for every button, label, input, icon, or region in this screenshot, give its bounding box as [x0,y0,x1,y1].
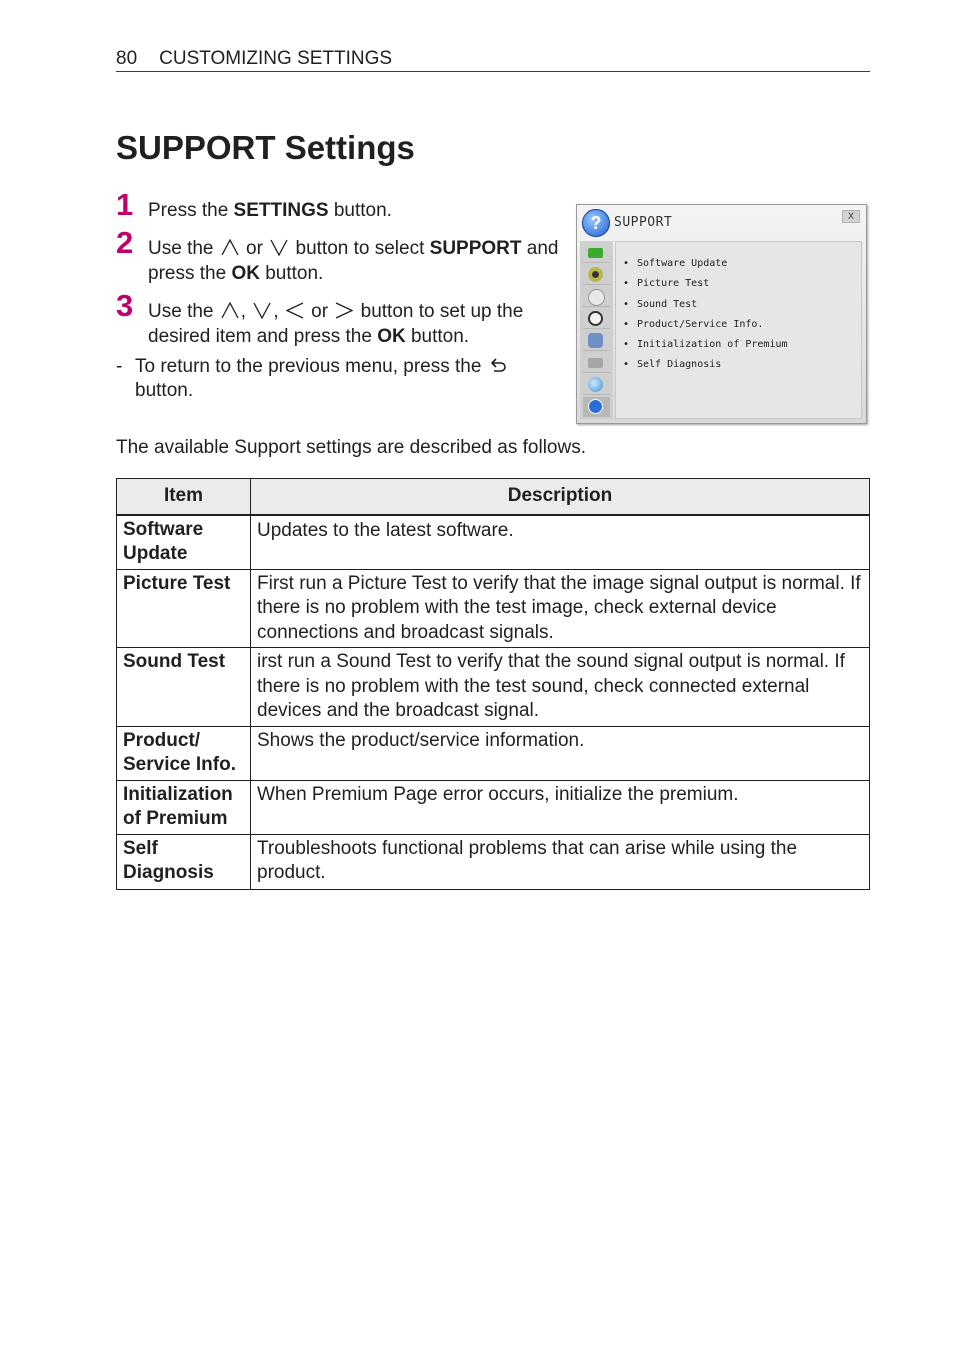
menu-item-self-diagnosis[interactable] [623,357,788,377]
note-text [135,355,509,379]
text: or [240,238,269,259]
intro-text: The available Support settings are described as follows. [116,437,586,458]
item-cell: Picture Test [117,569,251,648]
right-arrow-icon [335,302,353,319]
sound-category-icon[interactable] [583,265,610,285]
time-category-icon[interactable] [583,309,610,329]
item-cell: Self Diagnosis [117,834,251,889]
picture-category-icon[interactable] [583,243,610,263]
down-arrow-icon [253,302,271,319]
support-label: SUPPORT [429,238,522,259]
support-menu-screenshot [576,204,867,424]
menu-item-label: Sound Test [637,298,698,310]
menu-item-picture-test[interactable] [623,276,788,296]
left-arrow-icon [286,302,304,319]
text: , [273,301,284,322]
page-header [116,47,870,72]
text: , [240,301,252,322]
text: press the [148,263,232,284]
step-text [148,236,558,261]
menu-item-label: Self Diagnosis [637,359,722,371]
table-row [117,780,870,834]
menu-item-software-update[interactable] [623,256,788,276]
channel-category-icon[interactable] [583,287,610,307]
text: desired item and press the [148,326,378,347]
item-cell: Sound Test [117,648,251,727]
text: button. [405,326,470,347]
text: Use the [148,301,219,322]
close-icon[interactable]: X [842,210,860,223]
bullet: • [623,318,630,330]
ok-label: OK [377,326,406,347]
dash: - [116,356,123,377]
menu-item-product-service-info[interactable] [623,317,788,337]
description-cell: irst run a Sound Test to verify that the sound signal output is normal. If there is no problem with the test sound, check connected external devices and the broadcast signal. [251,648,870,727]
settings-button-label: SETTINGS [233,200,329,221]
table-row [117,834,870,889]
support-settings-table [116,478,870,890]
text: To return to the previous menu, press the [135,356,487,377]
item-cell: Product/ Service Info. [117,726,251,780]
step-number: 3 [116,288,134,323]
option-category-icon[interactable] [583,353,610,373]
page-title: SUPPORT Settings [116,129,415,166]
bullet: • [623,278,630,290]
item-cell: Software Update [117,515,251,570]
menu-item-label: Initialization of Premium [637,339,788,351]
bullet: • [623,258,630,269]
text: button. [259,263,324,284]
step-text-line2 [148,324,469,349]
step-number: 1 [116,187,134,222]
column-header-item: Item [117,479,251,515]
table-row [117,648,870,727]
table-row [117,515,870,570]
description-cell: First run a Picture Test to verify that the image signal output is normal. If there is no problem with the test image, check external device connections and broadcast signals. [251,569,870,648]
table-header-row [117,479,870,515]
text: and [521,238,559,259]
ok-label: OK [231,263,260,284]
column-header-description: Description [251,479,870,515]
network-category-icon[interactable] [583,375,610,395]
menu-item-initialization-of-premium[interactable] [623,337,788,357]
description-cell: When Premium Page error occurs, initialize the premium. [251,780,870,834]
up-arrow-icon [221,239,239,256]
text: or [305,301,334,322]
description-cell: Updates to the latest software. [251,515,870,570]
bullet: • [623,359,630,371]
text: button to set up the [355,301,524,322]
question-icon: ? [582,209,610,237]
step-text-line2 [148,261,323,286]
menu-title: SUPPORT [614,215,673,230]
page-number: 80 [116,48,138,69]
text: Use the [148,238,219,259]
item-cell: Initialization of Premium [117,780,251,834]
note-text-line2: button. [135,380,194,401]
menu-item-label: Software Update [637,258,728,269]
description-cell: Troubleshoots functional problems that can arise while using the product. [251,834,870,889]
section-title: CUSTOMIZING SETTINGS [159,48,393,69]
down-arrow-icon [270,239,288,256]
menu-item-label: Product/Service Info. [637,318,764,330]
menu-item-sound-test[interactable] [623,297,788,317]
bullet: • [623,298,630,310]
table-row [117,569,870,648]
menu-category-rail [580,241,613,419]
step-text [148,198,392,223]
bullet: • [623,339,630,351]
back-icon [489,357,507,374]
text: button. [328,200,392,221]
up-arrow-icon [221,302,239,319]
lock-category-icon[interactable] [583,331,610,351]
menu-item-label: Picture Test [637,278,710,290]
table-row [117,726,870,780]
text: button to select [290,238,430,259]
step-text [148,299,523,324]
text: Press the [148,200,234,221]
support-category-icon[interactable] [583,397,610,417]
description-cell: Shows the product/service information. [251,726,870,780]
support-items-panel [615,241,862,419]
step-number: 2 [116,225,134,260]
